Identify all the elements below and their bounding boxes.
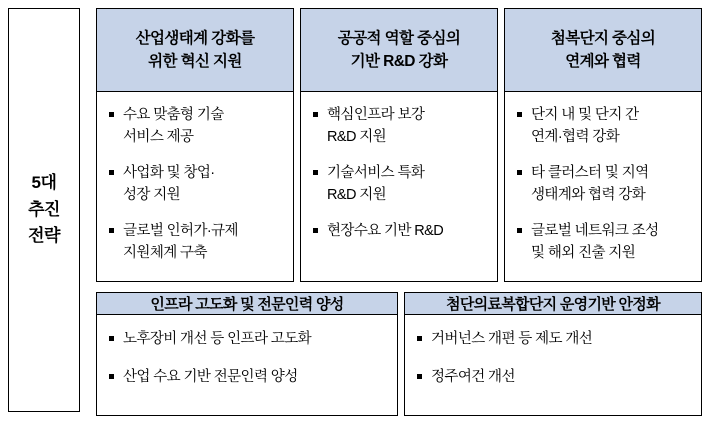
strategy-column-4 — [96, 292, 398, 412]
strategy-column-5-list — [417, 328, 693, 389]
strategy-column-1-header-line-2: 위한 혁신 지원 — [148, 53, 242, 70]
strategy-column-5-body — [404, 315, 702, 416]
strategy-column-2 — [300, 8, 498, 282]
list-item: 수요 맞춤형 기술 서비스 제공 — [109, 104, 283, 149]
list-item: 기술서비스 특화 R&D 지원 — [313, 162, 487, 207]
strategy-column-3-header-line-2: 연계와 협력 — [565, 53, 641, 70]
strategy-column-2-header-line-1: 공공적 역할 중심의 — [337, 29, 461, 47]
bottom-strategy-columns — [96, 292, 702, 412]
list-item: 글로벌 네트워크 조성 및 해외 진출 지원 — [517, 220, 691, 265]
list-item: 사업화 및 창업· 성장 지원 — [109, 162, 283, 207]
strategy-column-1-list — [109, 104, 283, 265]
strategy-column-5 — [404, 292, 702, 412]
strategy-column-3-body — [504, 92, 702, 282]
strategy-column-4-body — [96, 315, 398, 416]
strategy-column-2-header — [300, 8, 498, 92]
strategy-label-line-3: 전략 — [28, 226, 60, 246]
strategy-column-2-body — [300, 92, 498, 282]
list-item: 글로벌 인허가·규제 지원체계 구축 — [109, 220, 283, 265]
strategy-column-3-list — [517, 104, 691, 265]
strategy-column-1-header — [96, 8, 294, 92]
list-item: 정주여건 개선 — [417, 366, 693, 388]
strategy-column-2-header-line-2: 기반 R&D 강화 — [350, 53, 448, 70]
strategy-label-line-1: 5대 — [31, 173, 57, 193]
list-item: 단지 내 및 단지 간 연계·협력 강화 — [517, 104, 691, 149]
strategy-label-lines — [28, 170, 60, 249]
strategy-column-3-header-line-1: 첨복단지 중심의 — [550, 29, 656, 47]
strategy-label-line-2: 추진 — [28, 199, 60, 219]
list-item: 노후장비 개선 등 인프라 고도화 — [109, 328, 389, 350]
strategy-label-box — [8, 8, 80, 412]
list-item: 산업 수요 기반 전문인력 양성 — [109, 366, 389, 388]
strategy-column-5-header: 첨단의료복합단지 운영기반 안정화 — [404, 292, 702, 315]
strategy-column-4-list — [109, 328, 389, 389]
strategy-column-4-header: 인프라 고도화 및 전문인력 양성 — [96, 292, 398, 315]
list-item: 핵심인프라 보강 R&D 지원 — [313, 104, 487, 149]
top-strategy-columns — [96, 8, 702, 282]
strategy-column-1 — [96, 8, 294, 282]
strategy-column-1-header-line-1: 산업생태계 강화를 — [135, 29, 255, 47]
strategy-column-3-header — [504, 8, 702, 92]
list-item: 거버넌스 개편 등 제도 개선 — [417, 328, 693, 350]
list-item: 타 클러스터 및 지역 생태계와 협력 강화 — [517, 162, 691, 207]
strategy-column-2-list — [313, 104, 487, 242]
list-item: 현장수요 기반 R&D — [313, 220, 487, 242]
strategy-column-3 — [504, 8, 702, 282]
strategy-column-1-body — [96, 92, 294, 282]
